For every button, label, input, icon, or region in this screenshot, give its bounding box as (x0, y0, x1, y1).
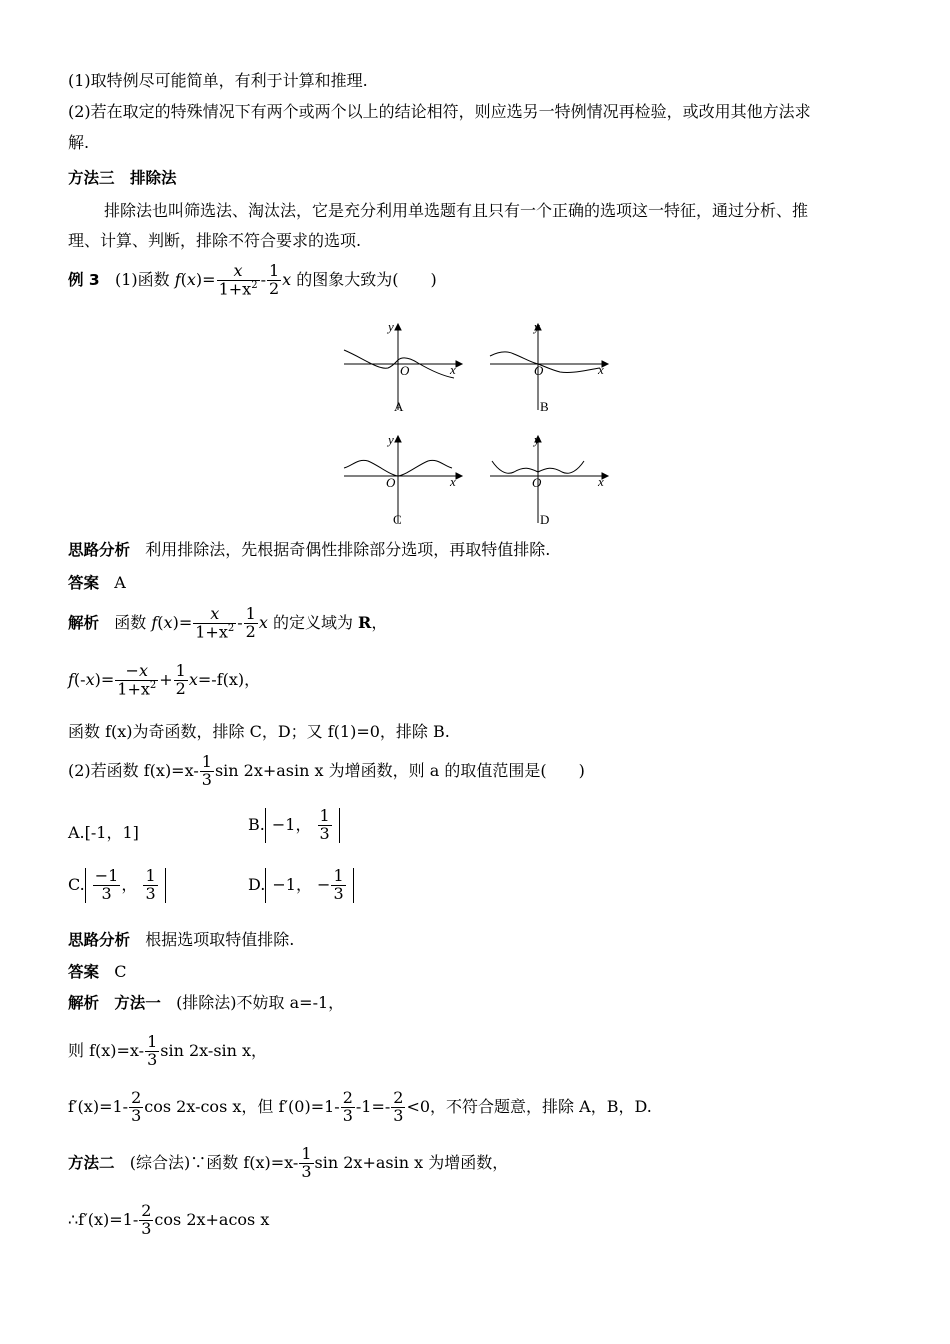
solution-2b: 则 f(x)=x- $\frac{1}{3}$ sin 2x-sin x， (68, 1032, 268, 1069)
option-b: B. −1， $\frac{1}{3}$ (248, 808, 340, 843)
answer-1 (68, 572, 126, 594)
solution-1b: f(-x)= $\frac{-x}{1+x^2}$ + $\frac{1}{2}$ x=-f(x)， (68, 661, 261, 699)
graph-label-a: A (394, 399, 404, 414)
example-label: 例 3 (68, 270, 100, 289)
example3-q1: 例 3 (1)函数 f(x)= $\frac{x}{1+x^2}$ - $\frac{1}{2}$ x 的图象大致为( ) (68, 261, 437, 299)
paragraph-line-1: 排除法也叫筛选法、淘汰法，它是充分利用单选题有且只有一个正确的选项这一特征，通过分析、推 (104, 201, 809, 220)
thinking-1 (68, 539, 550, 561)
fraction: $\frac{x}{1+x^2}$ (218, 261, 258, 299)
option-c: C. $\frac{-1}{3}$ ， $\frac{1}{3}$ (68, 868, 166, 903)
axis-y-label-a: y (388, 319, 394, 334)
example3-q2: (2)若函数 f(x)=x- $\frac{1}{3}$ sin 2x+asin x 为增函数，则 a 的取值范围是( ) (68, 752, 585, 789)
axis-y-label-b: y (534, 319, 540, 334)
thinking-2: 思路分析 根据选项取特值排除. (68, 930, 295, 949)
graph-label-d: D (540, 512, 550, 527)
q1-suffix: 的图象大致为( ) (296, 269, 437, 289)
fraction: $\frac{1}{2}$ (268, 261, 280, 298)
graph-label-c: C (393, 512, 402, 527)
option-a: A.[-1，1] (68, 823, 139, 842)
option-d: D. −1， − $\frac{1}{3}$ (248, 868, 354, 903)
solution-label: 解析 (68, 613, 100, 632)
think-text: 利用排除法，先根据奇偶性排除部分选项，再取特值排除. (145, 540, 551, 559)
answer-value: A (114, 573, 126, 592)
solution-1c: 函数 f(x)为奇函数，排除 C，D；又 f(1)=0，排除 B. (68, 722, 450, 741)
solution-1a: 解析 函数 f(x)= $\frac{x}{1+x^2}$ - $\frac{1}{2}$ x 的定义域为 R， (68, 604, 388, 642)
solution-2d: 方法二 (综合法)∵函数 f(x)=x- $\frac{1}{3}$ sin 2x+asin x 为增函数， (68, 1144, 509, 1181)
q1-prefix: (1)函数 (114, 269, 175, 289)
axis-y-label-d: y (534, 432, 540, 447)
tip-line-2: (2)若在取定的特殊情况下有两个或两个以上的结论相符，则应选另一特例情况再检验，或改用其他方法求 (68, 102, 811, 121)
solution-2a: 解析 方法一 (排除法)不妨取 a=-1， (68, 993, 345, 1012)
axis-x-label-a: x (450, 362, 456, 377)
solution-2e: ∴f′(x)=1- $\frac{2}{3}$ cos 2x+acos x (68, 1201, 270, 1238)
axis-y-label-c: y (388, 432, 394, 447)
answer-2: 答案 C (68, 962, 127, 981)
graph-label-b: B (540, 399, 549, 414)
solution-2c: f′(x)=1- $\frac{2}{3}$ cos 2x-cos x，但 f′(0)=1- $\frac{2}{3}$ -1=- $\frac{2}{3}$ <0，不符合题意，排除 A，B，D. (68, 1088, 652, 1125)
tip-line-1: (1)取特例尽可能简单，有利于计算和推理. (68, 71, 368, 90)
origin-label-a: O (400, 363, 410, 378)
origin-label-c: O (386, 475, 396, 490)
graph-options (338, 318, 618, 538)
think-label: 思路分析 (68, 541, 131, 559)
axis-x-label-c: x (450, 474, 456, 489)
origin-label-d: O (532, 475, 542, 490)
origin-label-b: O (534, 363, 544, 378)
answer-label: 答案 (68, 574, 100, 592)
axis-x-label-b: x (598, 362, 604, 377)
paragraph-line-2: 理、计算、判断，排除不符合要求的选项. (68, 231, 362, 250)
tip-line-3: 解. (68, 133, 90, 152)
axis-x-label-d: x (598, 474, 604, 489)
section-heading: 方法三 排除法 (68, 169, 177, 187)
